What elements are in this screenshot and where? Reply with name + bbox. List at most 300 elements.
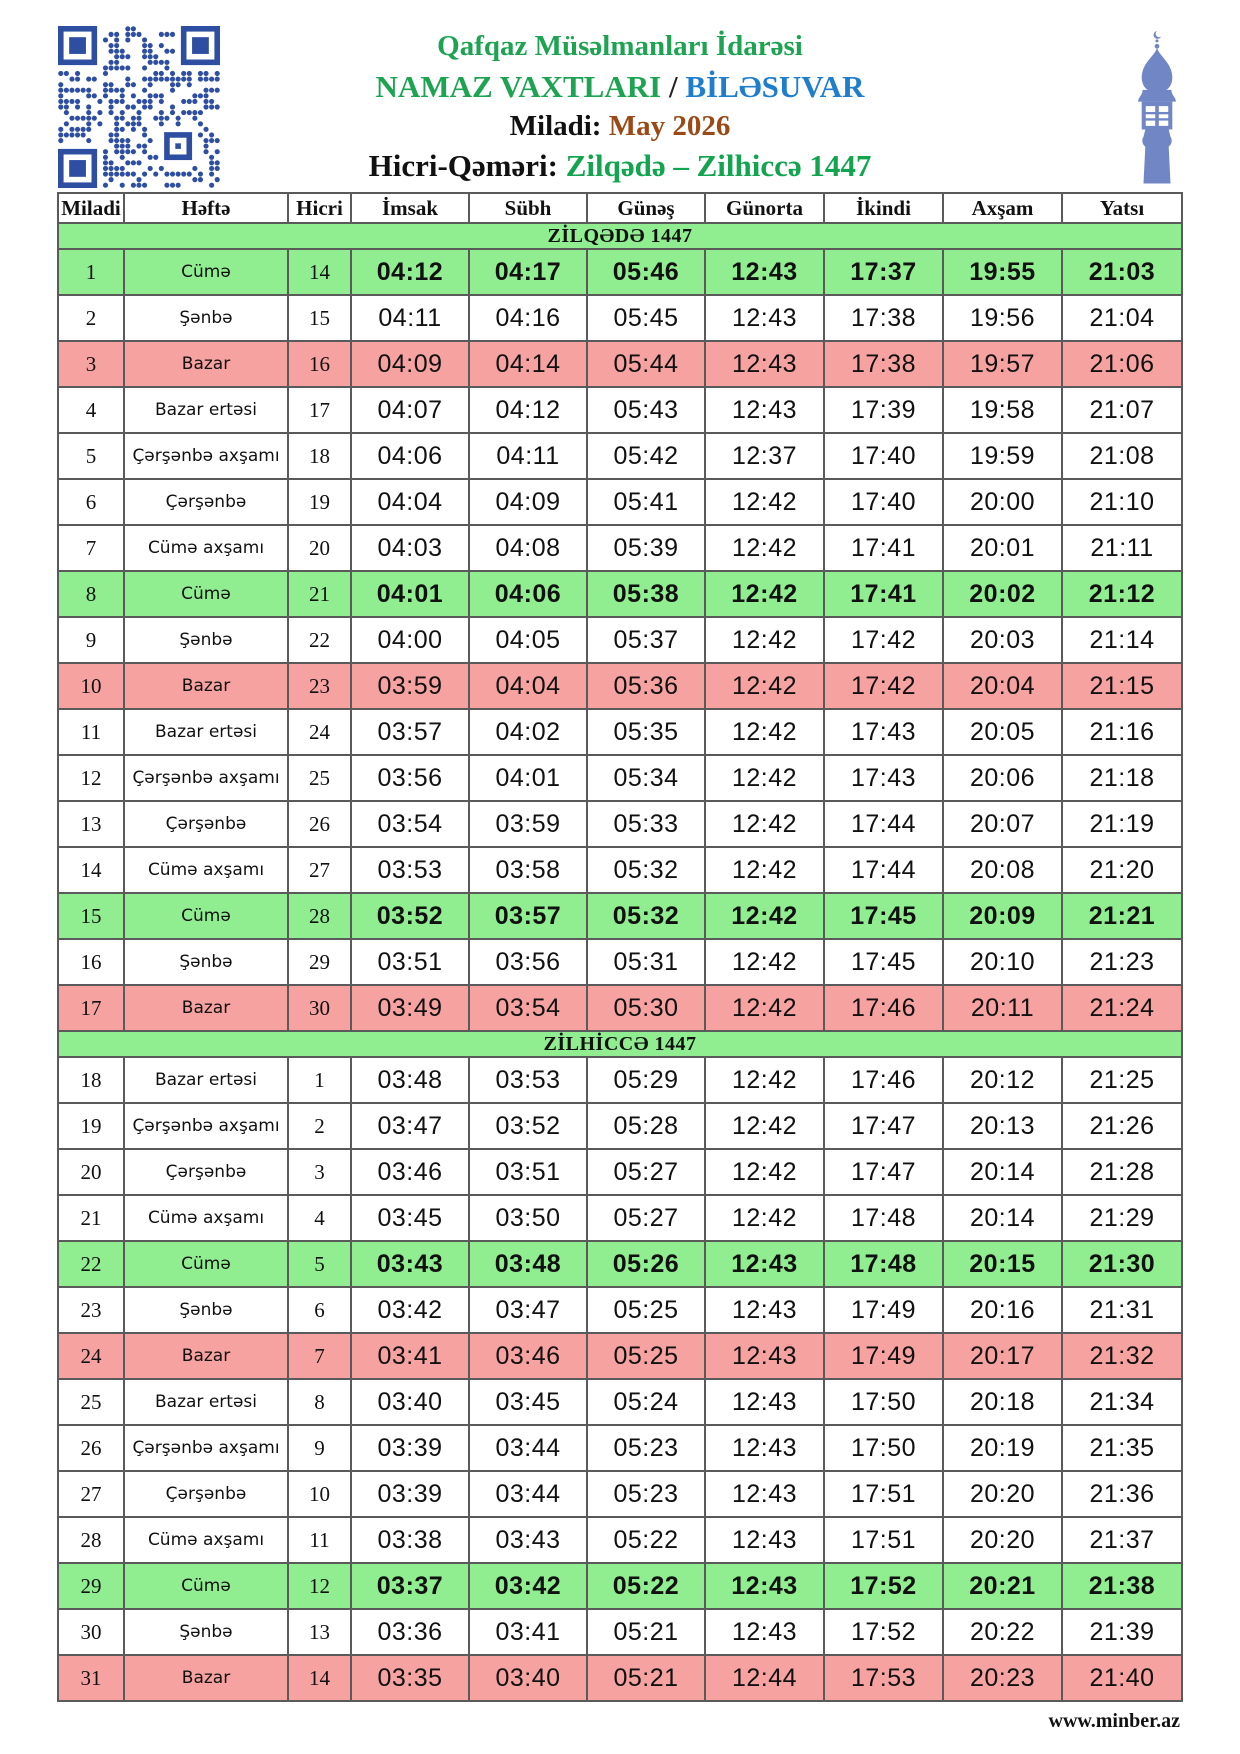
miladi-day-cell: 26	[58, 1425, 124, 1471]
time-cell-axsam: 19:56	[943, 295, 1062, 341]
miladi-day-cell: 23	[58, 1287, 124, 1333]
time-cell-gunorta: 12:43	[705, 1425, 824, 1471]
time-cell-axsam: 20:00	[943, 479, 1062, 525]
time-cell-axsam: 19:55	[943, 249, 1062, 295]
time-cell-axsam: 20:01	[943, 525, 1062, 571]
miladi-day-cell: 1	[58, 249, 124, 295]
time-cell-ikindi: 17:48	[824, 1195, 943, 1241]
hicri-day-cell: 11	[288, 1517, 351, 1563]
title-separator: /	[668, 69, 678, 104]
time-cell-imsak: 03:53	[351, 847, 469, 893]
time-cell-gunorta: 12:43	[705, 387, 824, 433]
month-section-row	[58, 1031, 1182, 1057]
time-cell-subh: 03:58	[469, 847, 587, 893]
time-cell-subh: 03:42	[469, 1563, 587, 1609]
time-cell-ikindi: 17:41	[824, 525, 943, 571]
hicri-day-cell: 16	[288, 341, 351, 387]
miladi-day-cell: 28	[58, 1517, 124, 1563]
weekday-cell: Şənbə	[124, 295, 288, 341]
hicri-day-cell: 5	[288, 1241, 351, 1287]
time-cell-subh: 03:47	[469, 1287, 587, 1333]
time-cell-gunes: 05:41	[587, 479, 705, 525]
time-cell-imsak: 03:54	[351, 801, 469, 847]
table-row	[58, 893, 1182, 939]
weekday-cell: Şənbə	[124, 1287, 288, 1333]
time-cell-gunorta: 12:43	[705, 1379, 824, 1425]
time-cell-gunorta: 12:43	[705, 1471, 824, 1517]
time-cell-ikindi: 17:44	[824, 801, 943, 847]
time-cell-axsam: 20:09	[943, 893, 1062, 939]
time-cell-axsam: 20:10	[943, 939, 1062, 985]
time-cell-gunorta: 12:42	[705, 709, 824, 755]
time-cell-gunes: 05:34	[587, 755, 705, 801]
qr-code-icon	[58, 26, 220, 188]
miladi-day-cell: 20	[58, 1149, 124, 1195]
time-cell-ikindi: 17:40	[824, 433, 943, 479]
time-cell-subh: 03:52	[469, 1103, 587, 1149]
document-title	[225, 69, 1015, 105]
time-cell-imsak: 04:01	[351, 571, 469, 617]
time-cell-gunes: 05:23	[587, 1471, 705, 1517]
time-cell-gunorta: 12:42	[705, 663, 824, 709]
time-cell-gunes: 05:37	[587, 617, 705, 663]
table-row	[58, 1149, 1182, 1195]
hicri-day-cell: 30	[288, 985, 351, 1031]
table-row	[58, 1057, 1182, 1103]
time-cell-yatsi: 21:34	[1062, 1379, 1182, 1425]
column-header-subh: Sübh	[469, 193, 587, 223]
table-row	[58, 1517, 1182, 1563]
time-cell-imsak: 03:36	[351, 1609, 469, 1655]
time-cell-gunorta: 12:43	[705, 295, 824, 341]
time-cell-imsak: 03:39	[351, 1425, 469, 1471]
time-cell-gunorta: 12:43	[705, 1609, 824, 1655]
table-row	[58, 571, 1182, 617]
weekday-cell: Cümə	[124, 1563, 288, 1609]
time-cell-subh: 04:17	[469, 249, 587, 295]
hicri-day-cell: 12	[288, 1563, 351, 1609]
column-header-gunes: Günəş	[587, 193, 705, 223]
time-cell-imsak: 03:59	[351, 663, 469, 709]
miladi-value: May 2026	[608, 110, 731, 142]
time-cell-gunes: 05:23	[587, 1425, 705, 1471]
time-cell-axsam: 20:12	[943, 1057, 1062, 1103]
hicri-day-cell: 3	[288, 1149, 351, 1195]
hicri-day-cell: 23	[288, 663, 351, 709]
weekday-cell: Çərşənbə	[124, 1471, 288, 1517]
time-cell-gunorta: 12:44	[705, 1655, 824, 1701]
weekday-cell: Şənbə	[124, 1609, 288, 1655]
time-cell-ikindi: 17:40	[824, 479, 943, 525]
time-cell-imsak: 03:49	[351, 985, 469, 1031]
time-cell-ikindi: 17:47	[824, 1103, 943, 1149]
time-cell-ikindi: 17:45	[824, 893, 943, 939]
miladi-day-cell: 9	[58, 617, 124, 663]
hicri-day-cell: 9	[288, 1425, 351, 1471]
time-cell-yatsi: 21:39	[1062, 1609, 1182, 1655]
hicri-day-cell: 19	[288, 479, 351, 525]
time-cell-axsam: 20:14	[943, 1195, 1062, 1241]
time-cell-gunorta: 12:42	[705, 847, 824, 893]
hicri-value: Zilqədə – Zilhiccə 1447	[565, 148, 872, 183]
time-cell-axsam: 20:17	[943, 1333, 1062, 1379]
hicri-day-cell: 1	[288, 1057, 351, 1103]
hicri-day-cell: 6	[288, 1287, 351, 1333]
time-cell-yatsi: 21:28	[1062, 1149, 1182, 1195]
time-cell-gunes: 05:21	[587, 1609, 705, 1655]
time-cell-imsak: 03:47	[351, 1103, 469, 1149]
time-cell-gunes: 05:21	[587, 1655, 705, 1701]
table-row	[58, 1655, 1182, 1701]
time-cell-gunes: 05:22	[587, 1563, 705, 1609]
weekday-cell: Çərşənbə axşamı	[124, 1103, 288, 1149]
weekday-cell: Çərşənbə axşamı	[124, 433, 288, 479]
time-cell-axsam: 20:11	[943, 985, 1062, 1031]
time-cell-ikindi: 17:43	[824, 755, 943, 801]
time-cell-subh: 03:44	[469, 1471, 587, 1517]
weekday-cell: Cümə axşamı	[124, 1195, 288, 1241]
time-cell-subh: 03:44	[469, 1425, 587, 1471]
time-cell-imsak: 03:51	[351, 939, 469, 985]
time-cell-imsak: 04:09	[351, 341, 469, 387]
hicri-day-cell: 4	[288, 1195, 351, 1241]
time-cell-yatsi: 21:35	[1062, 1425, 1182, 1471]
table-row	[58, 985, 1182, 1031]
time-cell-subh: 03:59	[469, 801, 587, 847]
organization-title: Qafqaz Müsəlmanları İdarəsi	[437, 30, 803, 62]
time-cell-subh: 03:57	[469, 893, 587, 939]
table-row	[58, 617, 1182, 663]
time-cell-ikindi: 17:49	[824, 1287, 943, 1333]
time-cell-yatsi: 21:11	[1062, 525, 1182, 571]
hicri-day-cell: 13	[288, 1609, 351, 1655]
time-cell-subh: 04:04	[469, 663, 587, 709]
column-header-yatsi: Yatsı	[1062, 193, 1182, 223]
hicri-day-cell: 18	[288, 433, 351, 479]
time-cell-axsam: 20:06	[943, 755, 1062, 801]
table-row	[58, 709, 1182, 755]
miladi-day-cell: 14	[58, 847, 124, 893]
time-cell-ikindi: 17:50	[824, 1425, 943, 1471]
table-row	[58, 1425, 1182, 1471]
table-row	[58, 295, 1182, 341]
time-cell-subh: 03:41	[469, 1609, 587, 1655]
time-cell-ikindi: 17:49	[824, 1333, 943, 1379]
time-cell-gunorta: 12:37	[705, 433, 824, 479]
time-cell-gunorta: 12:42	[705, 893, 824, 939]
time-cell-subh: 03:46	[469, 1333, 587, 1379]
column-header-hefte: Həftə	[124, 193, 288, 223]
time-cell-axsam: 20:05	[943, 709, 1062, 755]
time-cell-yatsi: 21:21	[1062, 893, 1182, 939]
miladi-day-cell: 27	[58, 1471, 124, 1517]
time-cell-gunes: 05:30	[587, 985, 705, 1031]
time-cell-subh: 03:51	[469, 1149, 587, 1195]
miladi-day-cell: 18	[58, 1057, 124, 1103]
time-cell-ikindi: 17:52	[824, 1609, 943, 1655]
time-cell-subh: 03:53	[469, 1057, 587, 1103]
time-cell-gunes: 05:25	[587, 1333, 705, 1379]
time-cell-gunes: 05:36	[587, 663, 705, 709]
time-cell-yatsi: 21:30	[1062, 1241, 1182, 1287]
time-cell-yatsi: 21:03	[1062, 249, 1182, 295]
time-cell-imsak: 03:37	[351, 1563, 469, 1609]
time-cell-gunorta: 12:43	[705, 1517, 824, 1563]
time-cell-ikindi: 17:46	[824, 985, 943, 1031]
time-cell-gunorta: 12:42	[705, 801, 824, 847]
time-cell-gunorta: 12:43	[705, 1563, 824, 1609]
time-cell-axsam: 19:58	[943, 387, 1062, 433]
time-cell-gunes: 05:24	[587, 1379, 705, 1425]
time-cell-gunorta: 12:43	[705, 1333, 824, 1379]
hijri-date-line	[225, 148, 1015, 184]
time-cell-imsak: 04:06	[351, 433, 469, 479]
miladi-day-cell: 12	[58, 755, 124, 801]
time-cell-axsam: 20:08	[943, 847, 1062, 893]
time-cell-ikindi: 17:38	[824, 341, 943, 387]
time-cell-ikindi: 17:50	[824, 1379, 943, 1425]
weekday-cell: Çərşənbə axşamı	[124, 1425, 288, 1471]
time-cell-gunes: 05:33	[587, 801, 705, 847]
weekday-cell: Bazar ertəsi	[124, 1379, 288, 1425]
time-cell-ikindi: 17:39	[824, 387, 943, 433]
time-cell-ikindi: 17:45	[824, 939, 943, 985]
miladi-day-cell: 25	[58, 1379, 124, 1425]
time-cell-imsak: 03:46	[351, 1149, 469, 1195]
column-header-imsak: İmsak	[351, 193, 469, 223]
time-cell-axsam: 20:23	[943, 1655, 1062, 1701]
time-cell-yatsi: 21:12	[1062, 571, 1182, 617]
time-cell-gunes: 05:38	[587, 571, 705, 617]
time-cell-yatsi: 21:06	[1062, 341, 1182, 387]
title-text: NAMAZ VAXTLARI	[375, 69, 662, 104]
table-row	[58, 1471, 1182, 1517]
time-cell-gunorta: 12:42	[705, 1195, 824, 1241]
miladi-day-cell: 24	[58, 1333, 124, 1379]
table-row	[58, 479, 1182, 525]
time-cell-imsak: 03:43	[351, 1241, 469, 1287]
time-cell-yatsi: 21:40	[1062, 1655, 1182, 1701]
table-row	[58, 525, 1182, 571]
time-cell-gunes: 05:32	[587, 893, 705, 939]
table-row	[58, 1563, 1182, 1609]
time-cell-yatsi: 21:36	[1062, 1471, 1182, 1517]
hicri-day-cell: 29	[288, 939, 351, 985]
hicri-day-cell: 2	[288, 1103, 351, 1149]
weekday-cell: Bazar ertəsi	[124, 1057, 288, 1103]
time-cell-axsam: 20:22	[943, 1609, 1062, 1655]
time-cell-gunorta: 12:42	[705, 571, 824, 617]
hicri-day-cell: 26	[288, 801, 351, 847]
time-cell-axsam: 20:18	[943, 1379, 1062, 1425]
miladi-day-cell: 31	[58, 1655, 124, 1701]
time-cell-imsak: 03:41	[351, 1333, 469, 1379]
weekday-cell: Çərşənbə axşamı	[124, 755, 288, 801]
weekday-cell: Cümə	[124, 1241, 288, 1287]
weekday-cell: Çərşənbə	[124, 479, 288, 525]
time-cell-imsak: 04:00	[351, 617, 469, 663]
miladi-day-cell: 22	[58, 1241, 124, 1287]
hicri-day-cell: 10	[288, 1471, 351, 1517]
time-cell-yatsi: 21:08	[1062, 433, 1182, 479]
column-header-ikindi: İkindi	[824, 193, 943, 223]
time-cell-gunes: 05:42	[587, 433, 705, 479]
weekday-cell: Cümə	[124, 249, 288, 295]
hicri-day-cell: 27	[288, 847, 351, 893]
miladi-day-cell: 8	[58, 571, 124, 617]
time-cell-axsam: 20:16	[943, 1287, 1062, 1333]
hicri-day-cell: 28	[288, 893, 351, 939]
column-header-gunorta: Günorta	[705, 193, 824, 223]
time-cell-gunorta: 12:42	[705, 617, 824, 663]
hicri-day-cell: 24	[288, 709, 351, 755]
time-cell-ikindi: 17:51	[824, 1517, 943, 1563]
table-row	[58, 1609, 1182, 1655]
time-cell-ikindi: 17:37	[824, 249, 943, 295]
miladi-day-cell: 21	[58, 1195, 124, 1241]
time-cell-yatsi: 21:14	[1062, 617, 1182, 663]
miladi-day-cell: 5	[58, 433, 124, 479]
time-cell-subh: 04:06	[469, 571, 587, 617]
miladi-day-cell: 15	[58, 893, 124, 939]
table-row	[58, 341, 1182, 387]
column-header-hicri: Hicri	[288, 193, 351, 223]
table-row	[58, 663, 1182, 709]
weekday-cell: Bazar	[124, 1333, 288, 1379]
time-cell-gunorta: 12:42	[705, 1103, 824, 1149]
weekday-cell: Bazar	[124, 341, 288, 387]
time-cell-gunes: 05:44	[587, 341, 705, 387]
time-cell-yatsi: 21:10	[1062, 479, 1182, 525]
hicri-day-cell: 14	[288, 249, 351, 295]
miladi-day-cell: 13	[58, 801, 124, 847]
time-cell-subh: 03:50	[469, 1195, 587, 1241]
time-cell-gunorta: 12:42	[705, 525, 824, 571]
time-cell-imsak: 04:11	[351, 295, 469, 341]
time-cell-gunorta: 12:42	[705, 755, 824, 801]
miladi-day-cell: 6	[58, 479, 124, 525]
time-cell-axsam: 20:07	[943, 801, 1062, 847]
time-cell-subh: 03:48	[469, 1241, 587, 1287]
time-cell-imsak: 04:04	[351, 479, 469, 525]
time-cell-imsak: 03:40	[351, 1379, 469, 1425]
time-cell-imsak: 03:57	[351, 709, 469, 755]
time-cell-gunorta: 12:43	[705, 249, 824, 295]
time-cell-ikindi: 17:53	[824, 1655, 943, 1701]
time-cell-ikindi: 17:51	[824, 1471, 943, 1517]
prayer-times-table	[57, 192, 1183, 1702]
time-cell-imsak: 03:45	[351, 1195, 469, 1241]
time-cell-imsak: 03:48	[351, 1057, 469, 1103]
miladi-day-cell: 2	[58, 295, 124, 341]
time-cell-imsak: 03:56	[351, 755, 469, 801]
table-row	[58, 433, 1182, 479]
gregorian-date-line	[225, 110, 1015, 143]
weekday-cell: Cümə axşamı	[124, 1517, 288, 1563]
weekday-cell: Bazar ertəsi	[124, 709, 288, 755]
month-section-title: ZİLQƏDƏ 1447	[58, 223, 1182, 249]
time-cell-axsam: 20:20	[943, 1471, 1062, 1517]
time-cell-yatsi: 21:29	[1062, 1195, 1182, 1241]
month-section-row	[58, 223, 1182, 249]
time-cell-imsak: 03:42	[351, 1287, 469, 1333]
city-name: BİLƏSUVAR	[685, 69, 865, 104]
miladi-day-cell: 17	[58, 985, 124, 1031]
hicri-label: Hicri-Qəməri:	[368, 148, 558, 183]
time-cell-subh: 04:09	[469, 479, 587, 525]
time-cell-gunorta: 12:43	[705, 1241, 824, 1287]
time-cell-gunes: 05:28	[587, 1103, 705, 1149]
time-cell-ikindi: 17:41	[824, 571, 943, 617]
time-cell-imsak: 04:12	[351, 249, 469, 295]
time-cell-imsak: 04:03	[351, 525, 469, 571]
column-header-axsam: Axşam	[943, 193, 1062, 223]
column-header-miladi: Miladi	[58, 193, 124, 223]
time-cell-subh: 03:56	[469, 939, 587, 985]
time-cell-gunorta: 12:43	[705, 1287, 824, 1333]
hicri-day-cell: 21	[288, 571, 351, 617]
miladi-label: Miladi:	[509, 110, 602, 142]
time-cell-yatsi: 21:31	[1062, 1287, 1182, 1333]
weekday-cell: Bazar	[124, 1655, 288, 1701]
time-cell-axsam: 20:21	[943, 1563, 1062, 1609]
table-row	[58, 249, 1182, 295]
time-cell-subh: 03:54	[469, 985, 587, 1031]
miladi-day-cell: 11	[58, 709, 124, 755]
weekday-cell: Çərşənbə	[124, 801, 288, 847]
time-cell-ikindi: 17:52	[824, 1563, 943, 1609]
weekday-cell: Cümə	[124, 571, 288, 617]
table-row	[58, 1195, 1182, 1241]
time-cell-subh: 04:16	[469, 295, 587, 341]
hicri-day-cell: 7	[288, 1333, 351, 1379]
miladi-day-cell: 30	[58, 1609, 124, 1655]
time-cell-subh: 04:12	[469, 387, 587, 433]
table-row	[58, 1103, 1182, 1149]
miladi-day-cell: 3	[58, 341, 124, 387]
time-cell-ikindi: 17:38	[824, 295, 943, 341]
time-cell-yatsi: 21:23	[1062, 939, 1182, 985]
time-cell-axsam: 20:13	[943, 1103, 1062, 1149]
time-cell-yatsi: 21:38	[1062, 1563, 1182, 1609]
time-cell-axsam: 19:57	[943, 341, 1062, 387]
time-cell-subh: 04:14	[469, 341, 587, 387]
time-cell-gunorta: 12:42	[705, 479, 824, 525]
time-cell-yatsi: 21:16	[1062, 709, 1182, 755]
hicri-day-cell: 20	[288, 525, 351, 571]
time-cell-ikindi: 17:47	[824, 1149, 943, 1195]
time-cell-gunorta: 12:43	[705, 341, 824, 387]
time-cell-axsam: 20:02	[943, 571, 1062, 617]
weekday-cell: Şənbə	[124, 617, 288, 663]
time-cell-subh: 04:08	[469, 525, 587, 571]
time-cell-subh: 03:43	[469, 1517, 587, 1563]
miladi-day-cell: 4	[58, 387, 124, 433]
weekday-cell: Bazar ertəsi	[124, 387, 288, 433]
time-cell-gunorta: 12:42	[705, 985, 824, 1031]
time-cell-gunes: 05:22	[587, 1517, 705, 1563]
document-header	[225, 30, 1015, 184]
miladi-day-cell: 16	[58, 939, 124, 985]
table-row	[58, 1379, 1182, 1425]
time-cell-gunes: 05:46	[587, 249, 705, 295]
time-cell-gunes: 05:32	[587, 847, 705, 893]
miladi-day-cell: 10	[58, 663, 124, 709]
time-cell-axsam: 20:14	[943, 1149, 1062, 1195]
time-cell-axsam: 20:03	[943, 617, 1062, 663]
time-cell-gunes: 05:39	[587, 525, 705, 571]
time-cell-gunorta: 12:42	[705, 1149, 824, 1195]
